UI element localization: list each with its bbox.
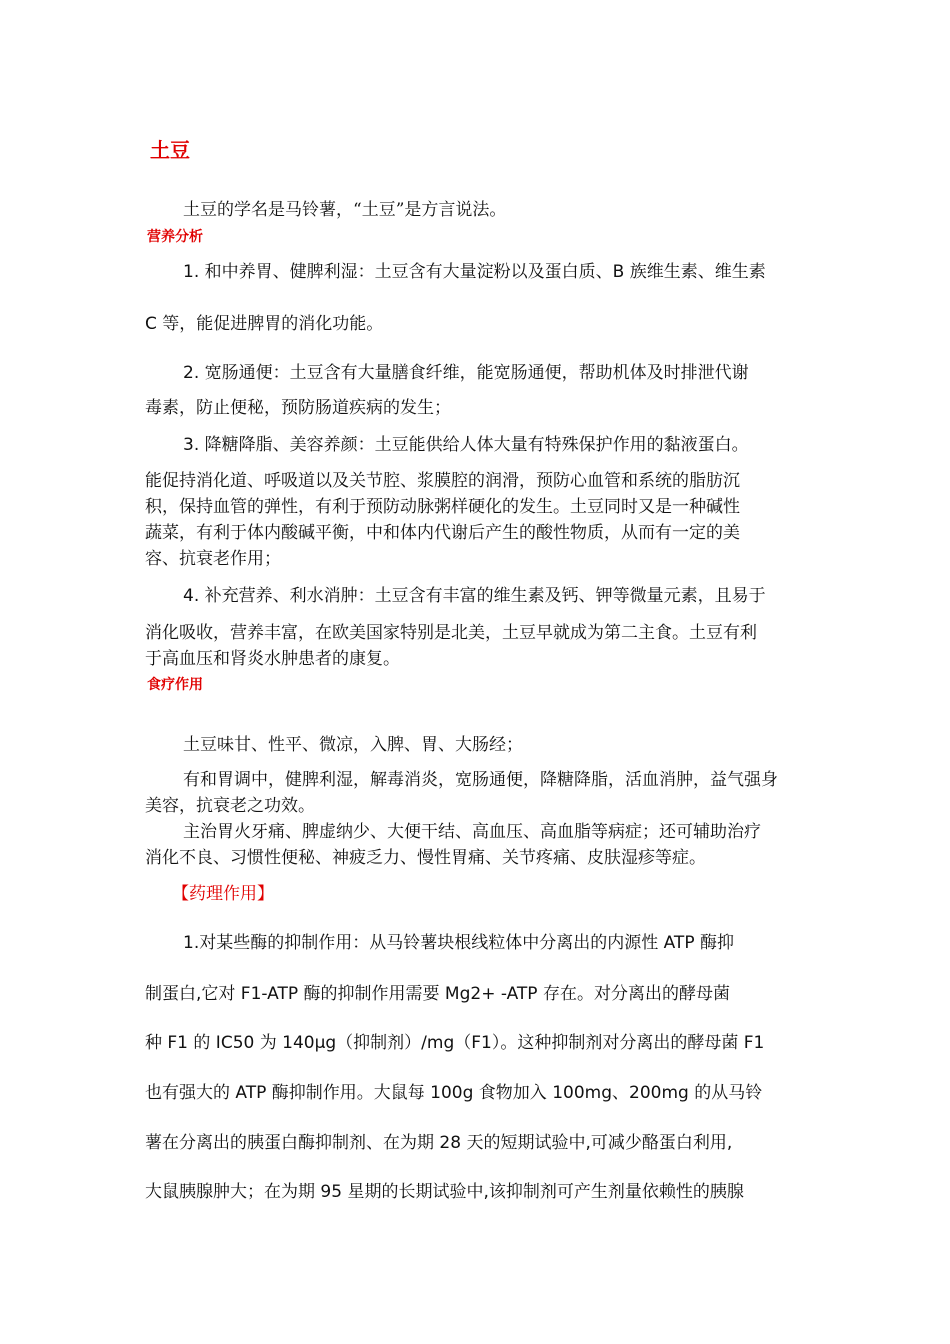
pharmacology-line-1: 1.对某些酶的抑制作用：从马铃薯块根线粒体中分离出的内源性 ATP 酶抑 (183, 933, 734, 953)
section-heading-therapy: 食疗作用 (147, 677, 203, 693)
nutrition-p3-line2: 能促持消化道、呼吸道以及关节腔、浆膜腔的润滑，预防心血管和系统的脂肪沉 (145, 471, 740, 491)
nutrition-p3-line5: 容、抗衰老作用； (145, 549, 281, 569)
page-title: 土豆 (150, 138, 190, 162)
pharmacology-line-2: 制蛋白,它对 F1-ATP 酶的抑制作用需要 Mg2+ -ATP 存在。对分离出的酵母菌 (145, 984, 730, 1004)
intro-text: 土豆的学名是马铃薯，“土豆”是方言说法。 (183, 200, 507, 220)
nutrition-p3-line3: 积，保持血管的弹性，有利于预防动脉粥样硬化的发生。土豆同时又是一种碱性 (145, 497, 740, 517)
therapy-p3-line1: 主治胃火牙痛、脾虚纳少、大便干结、高血压、高血脂等病症；还可辅助治疗 (183, 822, 761, 842)
nutrition-p1-line2: C 等，能促进脾胃的消化功能。 (145, 314, 384, 334)
therapy-p1: 土豆味甘、性平、微凉，入脾、胃、大肠经； (183, 735, 523, 755)
nutrition-p3-line1: 3. 降糖降脂、美容养颜：土豆能供给人体大量有特殊保护作用的黏液蛋白。 (183, 435, 749, 455)
nutrition-p4-line1: 4. 补充营养、利水消肿：土豆含有丰富的维生素及钙、钾等微量元素，且易于 (183, 586, 766, 606)
section-heading-nutrition: 营养分析 (147, 229, 203, 245)
nutrition-p3-line4: 蔬菜，有利于体内酸碱平衡，中和体内代谢后产生的酸性物质，从而有一定的美 (145, 523, 740, 543)
pharmacology-line-3: 种 F1 的 IC50 为 140μg（抑制剂）/mg（F1）。这种抑制剂对分离出的酵母菌 F1 (145, 1033, 765, 1053)
therapy-p3-line2: 消化不良、习惯性便秘、神疲乏力、慢性胃痛、关节疼痛、皮肤湿疹等症。 (145, 848, 706, 868)
nutrition-p4-line2: 消化吸收，营养丰富，在欧美国家特别是北美，土豆早就成为第二主食。土豆有利 (145, 623, 757, 643)
pharmacology-line-5: 薯在分离出的胰蛋白酶抑制剂、在为期 28 天的短期试验中,可减少酪蛋白利用, (145, 1133, 733, 1153)
pharmacology-line-4: 也有强大的 ATP 酶抑制作用。大鼠每 100g 食物加入 100mg、200mg 的从马铃 (145, 1083, 763, 1103)
nutrition-p2-line2: 毒素，防止便秘，预防肠道疾病的发生； (145, 398, 451, 418)
nutrition-p4-line3: 于高血压和肾炎水肿患者的康复。 (145, 649, 400, 669)
therapy-p2-line1: 有和胃调中，健脾利湿，解毒消炎，宽肠通便，降糖降脂，活血消肿，益气强身 (183, 770, 778, 790)
section-heading-pharmacology: 【药理作用】 (172, 884, 274, 904)
pharmacology-line-6: 大鼠胰腺肿大；在为期 95 星期的长期试验中,该抑制剂可产生剂量依赖性的胰腺 (145, 1182, 744, 1202)
nutrition-p1-line1: 1. 和中养胃、健脾利湿：土豆含有大量淀粉以及蛋白质、B 族维生素、维生素 (183, 262, 766, 282)
therapy-p2-line2: 美容，抗衰老之功效。 (145, 796, 315, 816)
nutrition-p2-line1: 2. 宽肠通便：土豆含有大量膳食纤维，能宽肠通便，帮助机体及时排泄代谢 (183, 363, 749, 383)
